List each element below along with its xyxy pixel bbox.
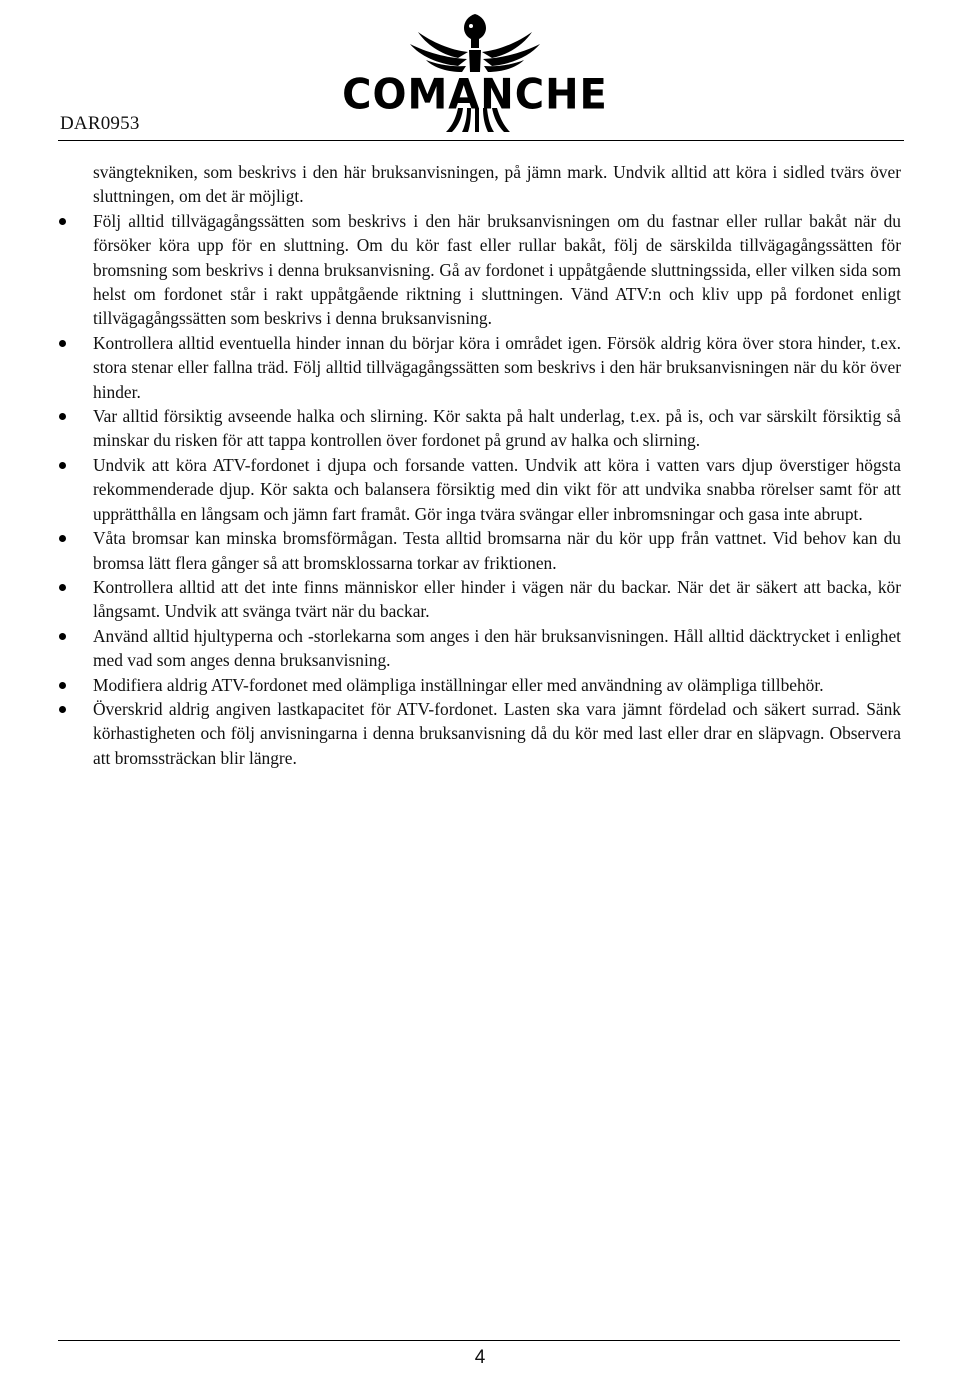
list-item-text: Följ alltid tillvägagångssätten som beskrivs i den här bruksanvisningen om du fastnar eller rullar bakåt när du försöker köra upp för en sluttning. Om du kör fast eller rullar bakåt, följ de särskilda tillvägagångssätten för bromsning som beskrivs i denna bruksanvisning. Gå av fordonet i uppåtgående sluttningssida, eller vilken sida som helst om fordonet står i rakt uppåtgående riktning i sluttningen. Vänd ATV:n och kliv upp på fordonet enligt tillvägagångssätten som beskrivs i denna bruksanvisning. [93,210,901,329]
footer-divider [58,1340,900,1341]
page-number: 4 [474,1347,486,1368]
brand-logo [340,12,610,136]
list-item-text: Överskrid aldrig angiven lastkapacitet för ATV-fordonet. Lasten ska vara jämnt fördelad och säkert surrad. Sänk körhastigheten och följ anvisningarna i denna bruksanvisning då du kör med last eller drar en släpvagn. Observera att bromssträckan blir längre. [93,698,901,768]
list-item-text: Var alltid försiktig avseende halka och slirning. Kör sakta på halt underlag, t.ex. på is, och var särskilt försiktig så minskar du risken för att tappa kontrollen över fordonet på grund av halka och slirning. [93,406,901,451]
bullet-icon [59,218,66,225]
bullet-icon [59,413,66,420]
bullet-icon [59,682,66,689]
list-item [93,575,901,624]
brand-wordmark: COMANCHE [342,70,608,120]
bullet-icon [59,633,66,640]
list-item [93,453,901,526]
list-item-text: Modifiera aldrig ATV-fordonet med olämpliga inställningar eller med användning av olämpliga tillbehör. [93,674,824,695]
list-item-text: Våta bromsar kan minska bromsförmågan. Testa alltid bromsarna när du kör upp från vattnet. Vid behov kan du bromsa lätt flera gånger så att bromsklossarna torkar av friktionen. [93,528,901,573]
list-item [93,526,901,575]
list-item [93,209,901,331]
list-item [93,624,901,673]
bullet-icon [59,340,66,347]
list-item-text: Använd alltid hjultyperna och -storlekarna som anges i den här bruksanvisningen. Håll alltid däcktrycket i enlighet med vad som anges denna bruksanvisning. [93,625,901,671]
document-code: DAR0953 [60,113,140,134]
bullet-list [93,209,901,770]
list-item [93,331,901,404]
bullet-icon [59,584,66,591]
list-item-text: Kontrollera alltid att det inte finns människor eller hinder i vägen när du backar. När det är säkert att backa, kör långsamt. Undvik att svänga tvärt när du backar. [93,576,901,622]
main-content [93,160,901,770]
bullet-icon [59,706,66,713]
list-item-text: Undvik att köra ATV-fordonet i djupa och forsande vatten. Undvik att köra i vatten vars djup överstiger högsta rekommenderade djup. Kör sakta och balansera försiktig med din vikt för att undvika snabba rörelser samt för att upprätthålla en långsam och jämn fart framåt. Gör inga tvära svängar eller inbromsningar och gasa inte abrupt. [93,454,901,524]
continuation-paragraph: svängtekniken, som beskrivs i den här bruksanvisningen, på jämn mark. Undvik alltid att köra i sidled tvärs över sluttningen, om det är möjligt. [93,162,901,207]
page-header [58,0,904,141]
bullet-icon [59,535,66,542]
bullet-icon [59,462,66,469]
list-item [93,404,901,453]
list-item [93,673,901,697]
list-item [93,697,901,770]
list-item-text: Kontrollera alltid eventuella hinder innan du börjar köra i området igen. Försök aldrig köra över stora hinder, t.ex. stora stenar eller fallna träd. Följ alltid tillvägagångssätten som beskrivs i den här bruksanvisningen när du kör över hinder. [93,332,901,402]
